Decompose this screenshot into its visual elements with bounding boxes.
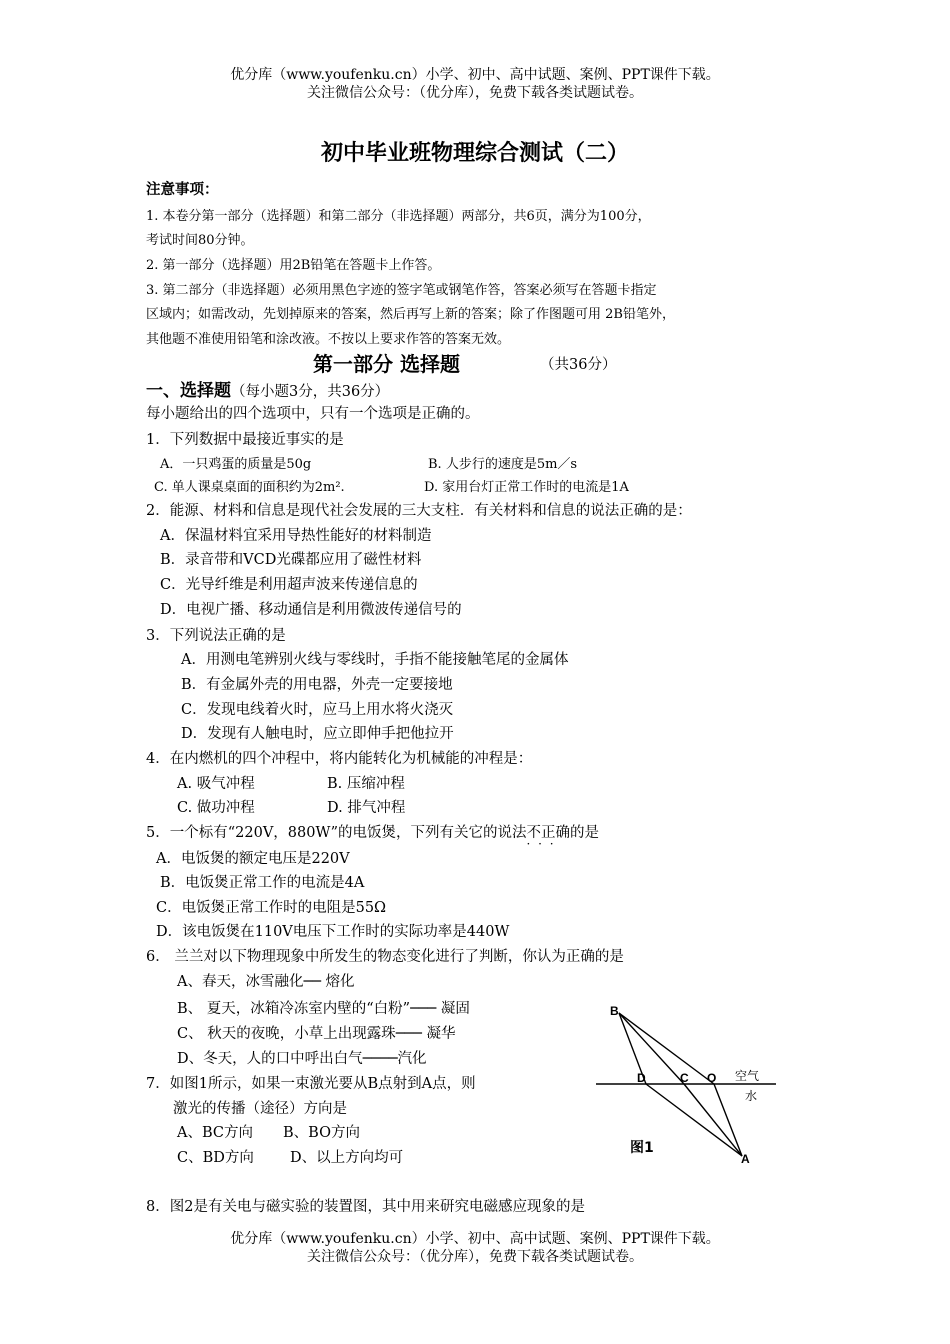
q8-stem: 8．图2是有关电与磁实验的装置图，其中用来研究电磁感应现象的是	[146, 1199, 585, 1215]
q3-option-a: A．用测电笔辨别火线与零线时，手指不能接触笔尾的金属体	[181, 652, 569, 668]
q7-option-d: D、以上方向均可	[290, 1150, 404, 1166]
q5-option-b: B．电饭煲正常工作的电流是4A	[160, 875, 365, 891]
q3-option-b: B．有金属外壳的用电器，外壳一定要接地	[181, 677, 453, 693]
q4-stem: 4．在内燃机的四个冲程中，将内能转化为机械能的冲程是：	[146, 751, 533, 767]
q4-option-d: D. 排气冲程	[327, 800, 406, 816]
q5-stem-emphasis: 不正确 · · ·	[527, 825, 571, 841]
section1-heading: 一、选择题	[146, 381, 231, 401]
notice-line: 其他题不准使用铅笔和涂改液。不按以上要求作答的答案无效。	[146, 332, 511, 347]
notice-heading: 注意事项：	[146, 182, 219, 198]
q4-option-a: A. 吸气冲程	[177, 776, 255, 792]
page-title: 初中毕业班物理综合测试（二）	[320, 141, 629, 166]
q1-option-d: D. 家用台灯正常工作时的电流是1A	[424, 480, 629, 495]
part1-title: 第一部分 选择题	[313, 352, 460, 376]
q2-option-d: D．电视广播、移动通信是利用微波传递信号的	[160, 602, 462, 618]
label-air: 空气	[735, 1069, 760, 1083]
section1-heading-row	[146, 376, 389, 401]
header-line-2: 关注微信公众号：（优分库），免费下载各类试题试卷。	[307, 85, 643, 101]
q5-option-c: C．电饭煲正常工作时的电阻是55Ω	[156, 900, 387, 916]
notice-line: 2. 第一部分（选择题）用2B铅笔在答题卡上作答。	[146, 258, 441, 273]
q5-stem-pre: 5．一个标有“220V，880W”的电饭煲，下列有关它的说法	[146, 825, 527, 841]
label-o: O	[707, 1071, 717, 1085]
q2-stem: 2．能源、材料和信息是现代社会发展的三大支柱．有关材料和信息的说法正确的是：	[146, 503, 692, 519]
notice-line: 区域内；如需改动，先划掉原来的答案，然后再写上新的答案；除了作图题可用 2B铅笔外，	[146, 307, 675, 322]
q6-stem: 6． 兰兰对以下物理现象中所发生的物态变化进行了判断，你认为正确的是	[146, 949, 624, 965]
q5-stem	[146, 821, 599, 842]
notice-line: 1. 本卷分第一部分（选择题）和第二部分（非选择题）两部分，共6页，满分为100分，	[146, 209, 651, 224]
q5-option-a: A．电饭煲的额定电压是220V	[156, 851, 350, 867]
notice-line: 3. 第二部分（非选择题）必须用黑色字迹的签字笔或钢笔作答，答案必须写在答题卡指定	[146, 283, 657, 298]
figure-1-caption: 图1	[630, 1140, 654, 1156]
label-d: D	[637, 1071, 646, 1085]
q1-option-b: B. 人步行的速度是5m／s	[428, 457, 578, 472]
q6-option-c: C、 秋天的夜晚，小草上出现露珠─── 凝华	[177, 1026, 456, 1042]
q1-stem: 1．下列数据中最接近事实的是	[146, 432, 344, 448]
ray-bo	[619, 1013, 717, 1085]
label-b: B	[610, 1004, 619, 1018]
figure-1-refraction-diagram	[590, 1000, 780, 1170]
q4-option-b: B. 压缩冲程	[327, 776, 405, 792]
label-a: A	[741, 1152, 750, 1166]
q7-option-a: A、BC方向	[177, 1125, 253, 1141]
section1-intro: 每小题给出的四个选项中，只有一个选项是正确的。	[146, 406, 480, 422]
header-line-1: 优分库（www.youfenku.cn）小学、初中、高中试题、案例、PPT课件下载。	[230, 67, 720, 83]
section1-heading-note: （每小题3分，共36分）	[231, 384, 390, 400]
label-water: 水	[745, 1089, 758, 1103]
q7-option-c: C、BD方向	[177, 1150, 254, 1166]
q4-option-c: C. 做功冲程	[177, 800, 255, 816]
q5-option-d: D．该电饭煲在110V电压下工作时的实际功率是440W	[156, 924, 510, 940]
footer-line-2: 关注微信公众号：（优分库），免费下载各类试题试卷。	[307, 1249, 643, 1265]
q3-option-d: D．发现有人触电时，应立即伸手把他拉开	[181, 726, 454, 742]
label-c: C	[680, 1071, 689, 1085]
q5-stem-post: 的是	[570, 825, 600, 841]
q1-option-a: A．一只鸡蛋的质量是50g	[160, 457, 312, 472]
q7-option-b: B、BO方向	[283, 1125, 360, 1141]
q2-option-c: C．光导纤维是利用超声波来传递信息的	[160, 577, 418, 593]
ray-ca	[684, 1084, 742, 1156]
footer-line-1: 优分库（www.youfenku.cn）小学、初中、高中试题、案例、PPT课件下载。	[230, 1231, 720, 1247]
q2-option-b: B．录音带和VCD光碟都应用了磁性材料	[160, 552, 422, 568]
q7-stem-line-1: 7．如图1所示，如果一束激光要从B点射到A点，则	[146, 1076, 476, 1092]
q6-option-d: D、冬天，人的口中呼出白气────汽化	[177, 1051, 427, 1067]
ray-bc	[619, 1013, 684, 1084]
part1-score: （共36分）	[540, 357, 617, 373]
q1-option-c: C. 单人课桌桌面的面积约为2m².	[154, 480, 345, 495]
q6-option-b: B、 夏天，冰箱冷冻室内壁的“白粉”─── 凝固	[177, 1001, 470, 1017]
q7-stem-line-2: 激光的传播（途径）方向是	[173, 1101, 347, 1117]
q2-option-a: A．保温材料宜采用导热性能好的材料制造	[160, 528, 432, 544]
q6-option-a: A、春天，冰雪融化── 熔化	[177, 974, 355, 990]
q3-stem: 3．下列说法正确的是	[146, 628, 286, 644]
q3-option-c: C．发现电线着火时，应马上用水将火浇灭	[181, 702, 454, 718]
notice-line: 考试时间80分钟。	[146, 233, 254, 248]
